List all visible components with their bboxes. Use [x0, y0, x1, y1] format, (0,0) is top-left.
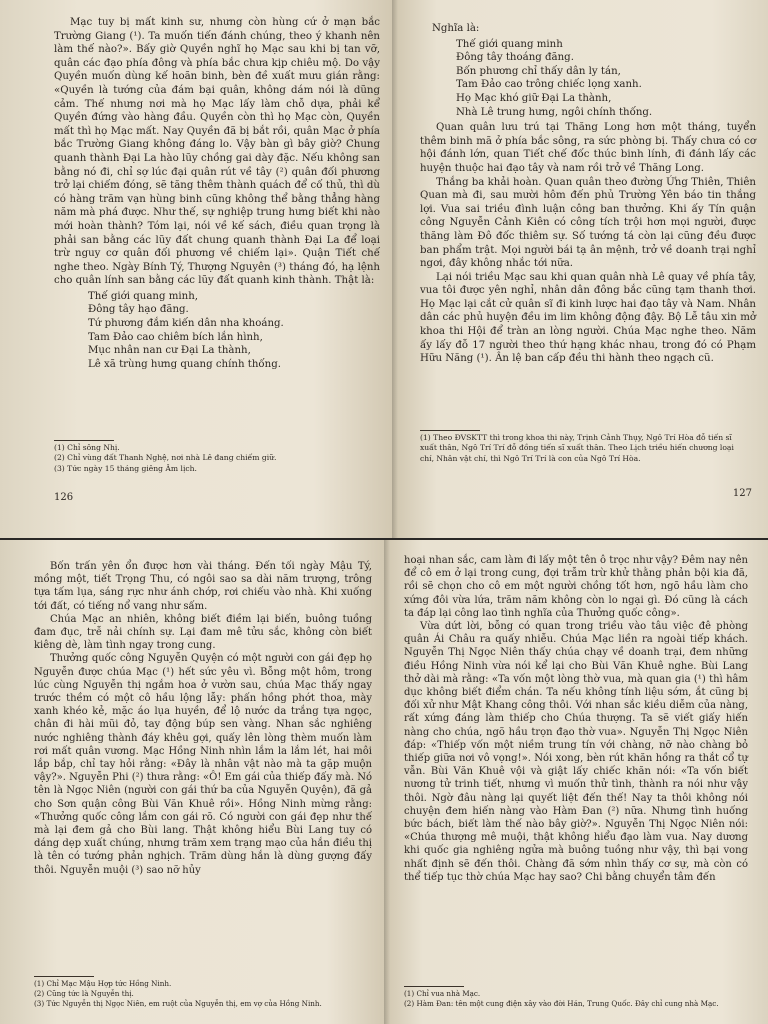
footnote: (2) Hàm Đan: tên một cung điện xây vào đời Hán, Trung Quốc. Đây chỉ cung nhà Mạc.: [404, 998, 719, 1008]
footnote-rule: [54, 440, 114, 441]
paragraph: Quan quân lưu trú tại Thăng Long hơn một tháng, tuyển thêm binh mã ở phía bắc sông, ra sức phòng bị. Thấy chưa có cơ hội đánh lớn, quan Tiết chế đốc thúc binh lính, đi đánh lấy các huyện thuộc hai đạo tây và nam rồi trở về Thăng Long.: [420, 122, 756, 174]
footnote: (1) Chỉ Mạc Mậu Hợp tức Hồng Ninh.: [34, 979, 172, 988]
footnotes: [420, 430, 750, 464]
verse-line: Tam Đảo cao trông chiếc lọng xanh.: [456, 79, 642, 91]
paragraph: Lại nói triều Mạc sau khi quan quân nhà Lê quay về phía tây, vua tôi được yên nghỉ, nhân dân đông bắc cũng tạm thanh thơi. Họ Mạc lại cắt cử quân sĩ đi kinh lược hai đạo tây và Nam. Nhân dân các phủ huyện đều im lim không động đậy. Bộ Lễ tâu xin mở khoa thi Hội để tràn an lòng người. Chúa Mạc nghe theo. Năm ấy lấy đỗ 17 người theo thứ hạng khác nhau, trong đó có Phạm Hữu Năng (¹). Ân lệ ban cấp đều thi hành theo ngạch cũ.: [420, 271, 756, 365]
page-number: 127: [732, 488, 752, 499]
page-bottom-left-body: [34, 560, 372, 877]
footnotes: [34, 976, 364, 1008]
verse-line: Thế giới quang minh,: [88, 290, 199, 302]
verse-line: Tứ phương đắm kiến dân nha khoáng.: [88, 318, 284, 330]
footnote-rule: [34, 976, 94, 977]
footnotes: [404, 986, 744, 1009]
page-127-body: [420, 22, 756, 36]
footnotes: [54, 440, 374, 474]
verse-line: Mục nhân nan cư Đại La thành,: [88, 345, 251, 357]
footnote: (1) Chỉ sông Nhị.: [54, 443, 120, 452]
paragraph: Bốn trấn yên ổn được hơn vài tháng. Đến tối ngày Mậu Tý, mồng một, tiết Trọng Thu, có ngôi sao sa dài năm trượng, trông tựa tấm lụa, sáng rực như ánh chớp, rơi chiếu vào nhà. Khi xuống tới đất, có tiếng nổ vang như sấm.: [34, 561, 372, 612]
page-bottom-left: [0, 540, 384, 1024]
footnote-rule: [420, 430, 480, 431]
verse-line: Họ Mạc khó giữ Đại La thành,: [456, 92, 612, 104]
footnote: (1) Chỉ vua nhà Mạc.: [404, 989, 481, 998]
paragraph: Vừa dứt lời, bỗng có quan trong triều vào tâu việc đê phòng quân Ái Châu ra quấy nhiễu. Chúa Mạc liền ra ngoài tiếp khách. Nguyễn Thị Ngọc Niên thấy chúa chạy về doanh trại, đem những điều Hồng Ninh vừa nói kể lại cho Bùi Văn Khuê nghe. Bùi Lang thở dài mà rằng: «Ta vốn một lòng thờ vua, mà quan gia (¹) thì hâm dục không biết điểm chán. Ta nếu không tính liệu sớm, ắt cũng bị đối xử như Mật Khang công thôi. Với nhan sắc kiều diễm của nàng, rất xứng đáng làm thiếp cho Chúa thượng. Ta sẽ viết giấy hiến nàng cho chúa, ngõ hầu trọn đạo thờ vua». Nguyễn Thị Ngọc Niên đáp: «Thiếp vốn một niềm trung tín với chàng, nỡ nào chàng bỏ thiếp giữa nơi vô vọng!». Nói xong, bèn rút khăn hồng ra thắt cổ tự vẫn. Bùi Văn Khuê vội và giật lấy chiếc khăn nói: «Ta vốn biết nương tử trinh tiết, nhưng vì muốn thử tình, thành ra nói như vậy thôi. Ngờ đâu nàng lại quyết liệt đến thế! Nay ta thôi không nói chuyện đem hiến nàng vào Hàm Đan (²) nữa. Nhưng tình huống bức bách, biết làm thế nào bây giờ?». Nguyễn Thị Ngọc Niên nói: «Chúa thượng mê muội, thật không hiểu đạo làm vua. Nay dương khi quốc gia nghiêng ngửa mà buông tuồng như vậy, thì bại vong nhất định sẽ đến thôi. Chàng đã sớm nhìn thấy cơ sự, mà còn có thể tiếp tục thờ chúa Mạc hay sao? Chi bằng chuyển tâm đến: [404, 621, 748, 883]
page-126: [0, 0, 392, 538]
verse-line: Nhà Lê trung hưng, ngôi chính thống.: [456, 106, 653, 118]
paragraph: hoại nhan sắc, cam làm đi lấy một tên ô trọc như vậy? Đêm nay nên để cô em ở lại trong cung, đợi trẫm trừ khử thằng phản bội kia đã, rồi sẽ chọn cho cô em một người chồng tốt hơn, ngõ hầu làm cho xứng đôi vừa lứa, trăm năm không còn lo ngại gì. Đó cũng là cách ta đáp lại công lao tình nghĩa của Thưởng quốc công».: [404, 555, 748, 619]
paragraph: Mạc tuy bị mất kinh sư, nhưng còn hùng cứ ở mạn bắc Trường Giang (¹). Ta muốn tiến đánh chúng, theo ý khanh nên làm thế nào?». Bấy giờ Quyền nghĩ họ Mạc sau khi bị tan vỡ, quân các đạo phía đông và phía bắc chưa kịp chiêu mộ. Do vậy Quyền muốn dùng kế hoãn binh, bèn đề xuất mưu gián rằng: «Quyền là tướng của đám bại quân, không dám nói là dũng cảm. Thế nhưng nơi mà họ Mạc lấy làm chỗ dựa, phải kể Quyền đứng vào hàng đầu. Quyền còn thì họ Mạc còn, Quyền mất thì họ Mạc mất. Nay Quyền đã bị bắt rồi, quân Mạc ở phía bắc Trường Giang không đáng lo. Vậy bàn gì bây giờ? Chung quanh thành Đại La hào lũy chồng gai dày đặc. Nếu không san bằng nó đi, chỉ sợ lúc đại quân rút về tây (²) quân đối phương trở lại chiếm đóng, sẽ tăng thêm thành quách để cố thủ, thì dù có hàng trăm vạn hùng binh cũng không thể bằng thẳng hàng năm mà phá được. Như thế, sự nghiệp trung hưng biết khi nào mới hoàn thành? Tóm lại, nói về kế sách, điều quan trọng là phải san bằng các lũy đất chung quanh thành Đại La để loại trừ nguy cơ quân đối phương về chiếm lại». Quận Tiết chế nghe theo. Ngày Bính Tý, Thượng Nguyên (³) tháng đó, hạ lệnh cho quân lính san bằng các lũy đất quanh kinh thành. Thật là:: [54, 17, 380, 287]
paragraph: Thưởng quốc công Nguyễn Quyện có một người con gái đẹp họ Nguyễn được chúa Mạc (¹) hết sức yêu vì. Bỗng một hôm, trong lúc cùng Nguyễn thị ngắm hoa ở vườn sau, chúa Mạc thấy ngay trước thềm có một cô hầu lộng lẫy: phấn hồng phớt thoa, mày xanh khéo kẻ, mặc áo lụa huyền, để lộ nước da trắng tựa ngọc, chân đi hài mũi đỏ, tay động búp sen vàng. Nhan sắc nghiêng nước nghiêng thành đáy khêu gợi, quấy lên lòng thèm muốn làm rơi mất quân vương. Mạc Hồng Ninh nhìn lắm la lắm lét, hai môi lắp bắp, chỉ tay hỏi rằng: «Đây là nhân vật nào mà ta gặp muộn vậy?». Nguyễn Phi (²) thưa rằng: «Ô! Em gái của thiếp đấy mà. Nó tên là Ngọc Niên (người con gái thứ ba của Nguyễn Quyện), đã gả cho Sơn quận công Bùi Văn Khuê rồi». Hồng Ninh mừng rằng: «Thưởng quốc công lắm con gái rõ. Có người con gái đẹp như thế mà lại đem gả cho Bùi lang. Thật không hiểu Bùi Lang tuy có dáng dẹp xuất chúng, nhưng trăm xem trạng mạo của hắn điều thị là tên có tướng phản nghịch. Trăm dùng hắn là dùng gượng đấy thôi. Nguyễn muội (³) sao nỡ hủy: [34, 653, 373, 876]
gutter-shadow: [384, 540, 390, 1024]
page-number: 126: [54, 492, 74, 503]
page-bottom-right: [384, 540, 768, 1024]
footnote: (2) Chỉ vùng đất Thanh Nghệ, nơi nhà Lê đang chiếm giữ.: [54, 453, 277, 463]
verse-line: Bốn phương chỉ thấy dân ly tán,: [456, 65, 621, 77]
gutter-shadow: [392, 0, 398, 538]
verse-line: Lê xã trùng hưng quang chính thống.: [88, 358, 281, 370]
bottom-spread: [0, 540, 768, 1024]
page-126-body: [54, 16, 380, 288]
paragraph: Thắng ba khải hoàn. Quan quân theo đường Ứng Thiên, Thiên Quan mà đi, sau mười hôm đến phủ Trường Yên báo tin thắng lợi. Vua sai triều đình luận công ban thưởng. Khi ấy Tín quận công Nguyễn Cảnh Kiên có công tích trội hơn mọi người, được thăng làm Đô đốc thiêm sự. Số tướng tá còn lại cũng đều được ban phẩm trật. Mọi người bái tạ ân mệnh, trở về doanh trại nghỉ ngơi, đây không nhắc tới nữa.: [420, 176, 756, 270]
verse-line: Đông tây hạo đãng.: [88, 304, 189, 316]
page-127-paragraphs: [420, 121, 756, 366]
footnote-rule: [404, 986, 464, 987]
poem-translation: [456, 38, 756, 120]
page-127: [392, 0, 768, 538]
paragraph: Chúa Mạc an nhiên, không biết điềm lại biến, buông tuồng đam đục, trễ nải chính sự. Lại đam mê tửu sắc, không còn biết kiêng dè, làm tình ngay trong cung.: [34, 613, 372, 652]
verse-line: Đông tây thoáng đãng.: [456, 52, 574, 64]
verse-line: Tam Đảo cao chiêm bích lắn hình,: [88, 331, 263, 343]
verse-intro: Nghĩa là:: [432, 23, 480, 34]
footnote: (3) Tức Nguyễn thị Ngọc Niên, em ruột của Nguyễn thị, em vợ của Hồng Ninh.: [34, 998, 322, 1008]
poem-han-viet: [88, 290, 380, 372]
footnote: (1) Theo ĐVSKTT thì trong khoa thi này, Trịnh Cảnh Thụy, Ngô Trí Hòa đỗ tiến sĩ xuất thân, Ngô Trí Trí đỗ đồng tiến sĩ xuất thân. Theo Lịch triều hiến chương loại chí, Nhân vật chí, thì Ngô Trí Trí là con của Ngô Trí Hòa.: [420, 433, 734, 463]
footnote: (2) Cũng tức là Nguyễn thị.: [34, 988, 134, 998]
verse-line: Thế giới quang minh: [456, 38, 563, 50]
page-bottom-right-body: [404, 554, 748, 884]
footnote: (3) Tức ngày 15 tháng giêng Âm lịch.: [54, 463, 197, 473]
